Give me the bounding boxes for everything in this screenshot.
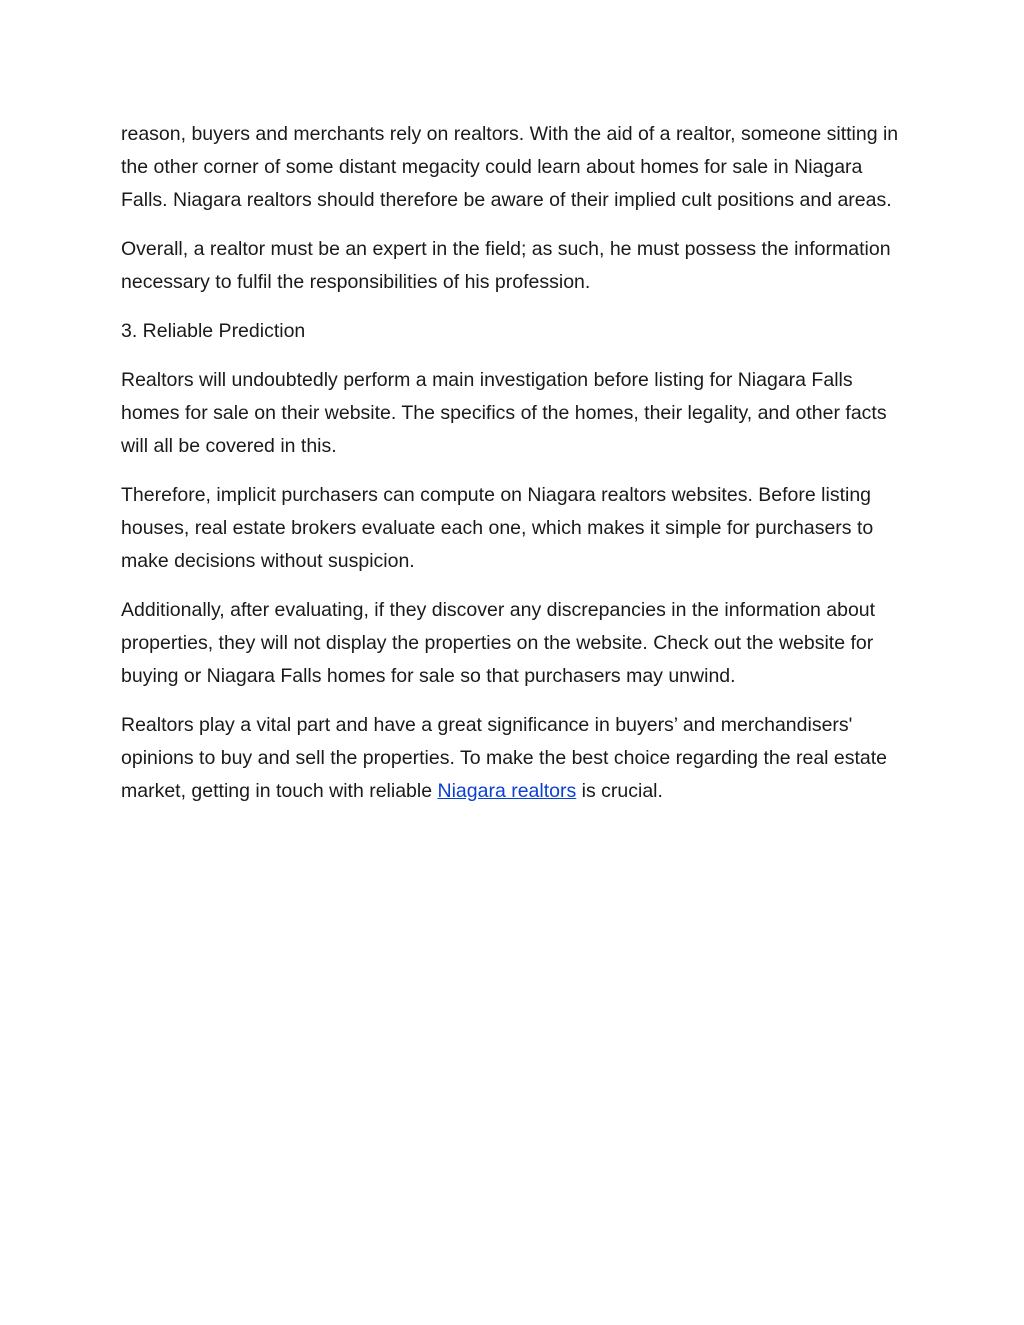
paragraph-1: reason, buyers and merchants rely on realtors. With the aid of a realtor, someone sitting in the other corner of some distant megacity could learn about homes for sale in Niagara Falls. Niagara realtors should therefore be aware of their implied cult positions and areas. [121,123,899,211]
section-heading: 3. Reliable Prediction [121,320,306,342]
paragraph-5: Additionally, after evaluating, if they discover any discrepancies in the information about properties, they will not display the properties on the website. Check out the website for buying or Niagara Falls homes for sale so that purchasers may unwind. [121,599,876,687]
paragraph-6-text-start: Realtors play a vital part and have a great significance in buyers’ and merchandisers' opinions to buy and sell the properties. To make the best choice regarding the real estate market, getting in touch with reliable [121,714,888,802]
paragraph-2: Overall, a realtor must be an expert in the field; as such, he must possess the information necessary to fulfil the responsibilities of his profession. [121,238,891,293]
niagara-realtors-link[interactable]: Niagara realtors [437,780,577,802]
document-body [121,118,911,824]
paragraph-6-text-end: is crucial. [576,780,663,802]
paragraph-4: Therefore, implicit purchasers can compute on Niagara realtors websites. Before listing houses, real estate brokers evaluate each one, which makes it simple for purchasers to make decisions without suspicion. [121,484,874,572]
paragraph-6 [121,709,911,808]
paragraph-3: Realtors will undoubtedly perform a main investigation before listing for Niagara Falls homes for sale on their website. The specifics of the homes, their legality, and other facts will all be covered in this. [121,369,887,457]
